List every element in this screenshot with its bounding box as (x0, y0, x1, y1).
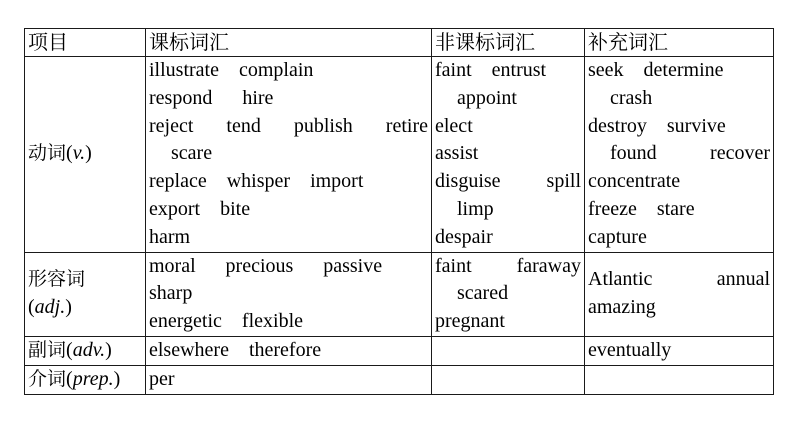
word: reject (149, 114, 194, 137)
word-line (435, 113, 581, 141)
word: faint (435, 254, 472, 277)
word: seek (588, 59, 624, 81)
adverbs-non-curriculum (432, 336, 585, 365)
table-row-prepositions (25, 365, 774, 394)
header-item: 项目 (25, 29, 146, 57)
word: passive (323, 254, 383, 277)
word: found (610, 142, 657, 165)
word-line (435, 253, 581, 281)
word: moral (149, 254, 196, 277)
category-zh: 介词 (28, 367, 67, 390)
word: flexible (241, 310, 304, 333)
category-zh: 副词 (28, 338, 67, 361)
word-line (149, 85, 428, 113)
word: respond (149, 86, 213, 109)
adjectives-supplementary (585, 252, 774, 336)
word: whisper (226, 170, 291, 193)
word: annual (716, 268, 770, 291)
word: illustrate (149, 59, 219, 81)
category-zh: 形容词 (28, 268, 86, 291)
word-line (588, 113, 770, 141)
word: recover (710, 142, 770, 165)
prepositions-non-curriculum (432, 365, 585, 394)
word-line (149, 196, 428, 224)
word: amazing (588, 296, 656, 319)
word-line (149, 57, 428, 85)
category-adjectives: 形容词 (adj.) (25, 252, 146, 336)
table-header-row (25, 29, 774, 57)
word-line (435, 85, 581, 113)
word: complain (238, 59, 314, 81)
prepositions-supplementary (585, 365, 774, 394)
word: disguise (435, 170, 501, 193)
category-verbs: 动词(v.) (25, 57, 146, 253)
verbs-supplementary (585, 57, 774, 253)
word: precious (225, 254, 294, 277)
table-row-adverbs (25, 336, 774, 365)
word: pregnant (435, 310, 505, 333)
word: entrust (491, 59, 547, 81)
word: therefore (248, 338, 322, 361)
adverbs-supplementary (585, 336, 774, 365)
word-line (588, 266, 770, 294)
category-en: adv. (72, 338, 106, 361)
word-line (435, 280, 581, 308)
word: retire (385, 114, 428, 137)
word: hire (242, 86, 274, 109)
word: survive (666, 114, 726, 137)
category-zh: 动词 (28, 142, 67, 165)
word: assist (435, 142, 479, 165)
word: eventually (588, 338, 672, 361)
word-line (149, 308, 428, 336)
word: appoint (457, 86, 517, 109)
word: import (310, 170, 364, 193)
word-line (435, 308, 581, 336)
category-en: v. (72, 142, 86, 165)
word: elect (435, 114, 473, 137)
word: scare (171, 142, 213, 165)
word: Atlantic (588, 268, 653, 291)
word: capture (588, 225, 647, 248)
word: per (149, 367, 175, 390)
table-row-adjectives (25, 252, 774, 336)
word-line (149, 366, 428, 394)
word-line (588, 140, 770, 168)
verbs-curriculum (146, 57, 432, 253)
word-line (588, 85, 770, 113)
category-en: adj. (34, 296, 66, 319)
adjectives-curriculum (146, 252, 432, 336)
word-line (588, 337, 770, 365)
word: elsewhere (149, 338, 229, 361)
word: sharp (149, 282, 193, 305)
word: tend (226, 114, 261, 137)
word: freeze (588, 197, 637, 220)
word-line (435, 168, 581, 196)
word: scared (457, 282, 509, 305)
word-line (149, 253, 428, 281)
word: export (149, 197, 201, 220)
adverbs-curriculum (146, 336, 432, 365)
word: faraway (516, 254, 581, 277)
word: stare (656, 197, 695, 220)
verbs-non-curriculum (432, 57, 585, 253)
word: harm (149, 225, 191, 248)
word: crash (610, 86, 653, 109)
word: publish (293, 114, 353, 137)
word: concentrate (588, 170, 681, 193)
word-line (149, 224, 428, 252)
word-line (149, 280, 428, 308)
word-line (149, 113, 428, 141)
prepositions-curriculum (146, 365, 432, 394)
word: replace (149, 170, 207, 193)
word-line (435, 57, 581, 85)
word-line (588, 57, 770, 85)
word: destroy (588, 114, 647, 137)
word-line (588, 196, 770, 224)
word: bite (220, 197, 251, 220)
category-en: prep. (72, 367, 114, 390)
word: energetic (149, 310, 222, 333)
word-line (149, 140, 428, 168)
word-line (435, 224, 581, 252)
word-line (149, 168, 428, 196)
word-line (588, 168, 770, 196)
word-line (435, 196, 581, 224)
word: faint (435, 59, 472, 81)
table-row-verbs (25, 57, 774, 253)
vocabulary-table (24, 28, 774, 395)
word: determine (643, 59, 724, 81)
word: limp (457, 197, 494, 220)
word: spill (546, 170, 581, 193)
category-prepositions: 介词(prep.) (25, 365, 146, 394)
category-adverbs: 副词(adv.) (25, 336, 146, 365)
header-supplementary: 补充词汇 (585, 29, 774, 57)
adjectives-non-curriculum (432, 252, 585, 336)
word-line (588, 224, 770, 252)
word: despair (435, 225, 493, 248)
word-line (149, 337, 428, 365)
header-curriculum: 课标词汇 (146, 29, 432, 57)
header-non-curriculum: 非课标词汇 (432, 29, 585, 57)
word-line (435, 140, 581, 168)
word-line (588, 294, 770, 322)
